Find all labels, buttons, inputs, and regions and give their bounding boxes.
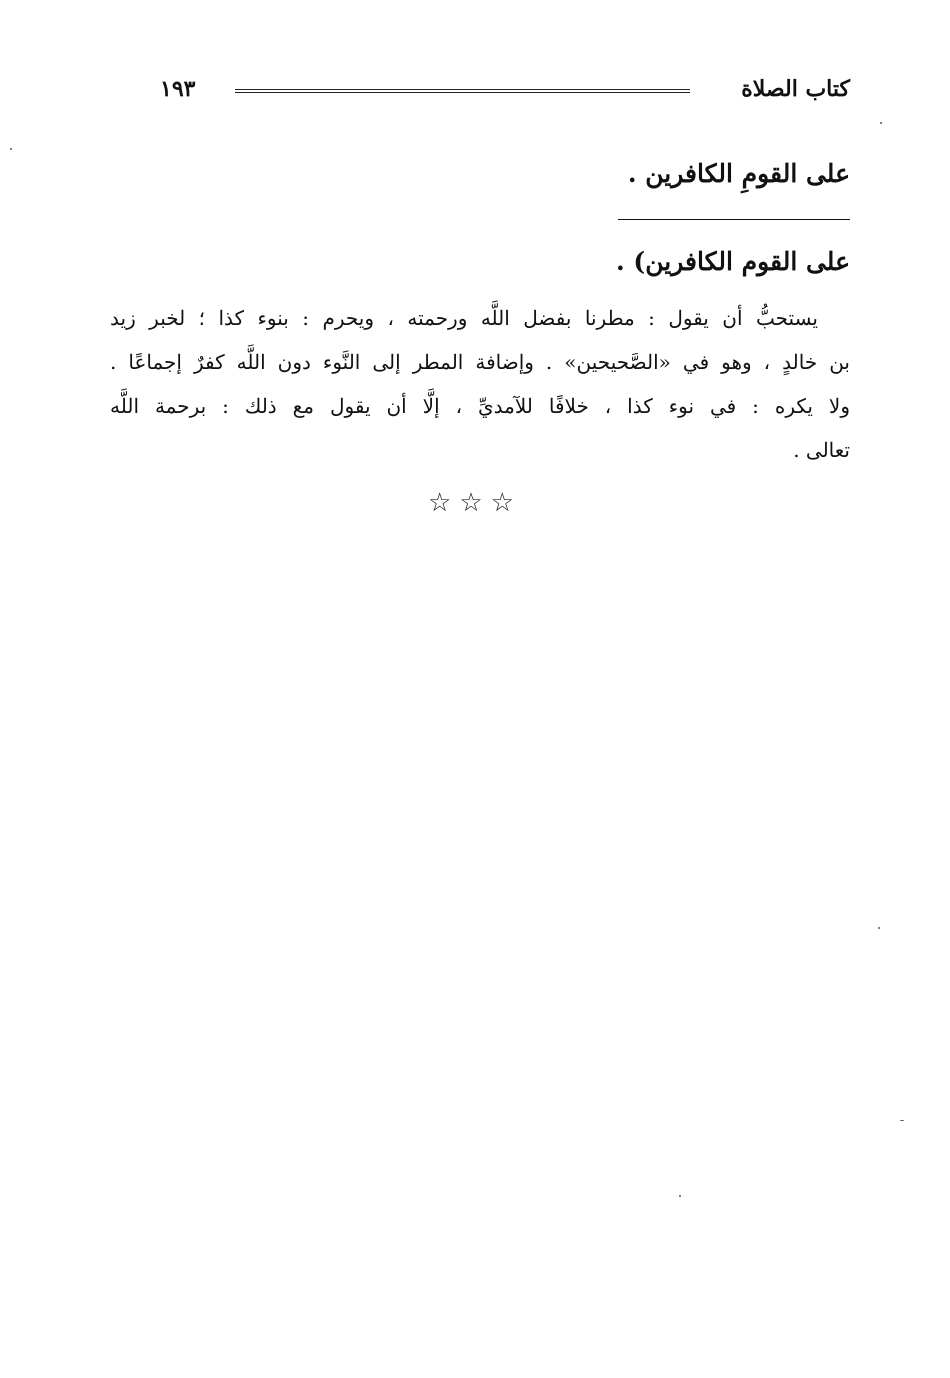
section-end-ornament: ☆☆☆ [428, 488, 522, 518]
scan-speck [679, 1195, 681, 1197]
footnote-heading: على القوم الكافرين) . [616, 247, 850, 276]
page-header [160, 72, 850, 108]
paragraph-line-2: بن خالدٍ ، وهو في «الصَّحيحين» . وإضافة المطر إلى النَّوء دون اللَّه كفرٌ إجماعًا . [110, 350, 850, 374]
scan-speck [10, 148, 12, 150]
scan-speck [880, 122, 882, 124]
header-rule [235, 89, 690, 90]
scan-speck [878, 927, 880, 929]
paragraph-line-1: يستحبُّ أن يقول : مطرنا بفضل اللَّه ورحمته ، ويحرم : بنوء كذا ؛ لخبر زيد [110, 306, 818, 330]
paragraph-line-3: ولا يكره : في نوء كذا ، خلافًا للآمديِّ ، إلَّا أن يقول مع ذلك : برحمة اللَّه [110, 394, 850, 418]
footnote-paragraph [110, 296, 850, 472]
header-rule-double [235, 92, 690, 93]
paragraph-line-4: تعالى . [793, 438, 850, 462]
scan-speck [900, 1120, 904, 1121]
main-text-line: على القومِ الكافرين . [627, 159, 850, 188]
footnote-separator [618, 219, 850, 220]
page-number: ١٩٣ [160, 76, 196, 102]
running-title: كتاب الصلاة [741, 76, 850, 102]
